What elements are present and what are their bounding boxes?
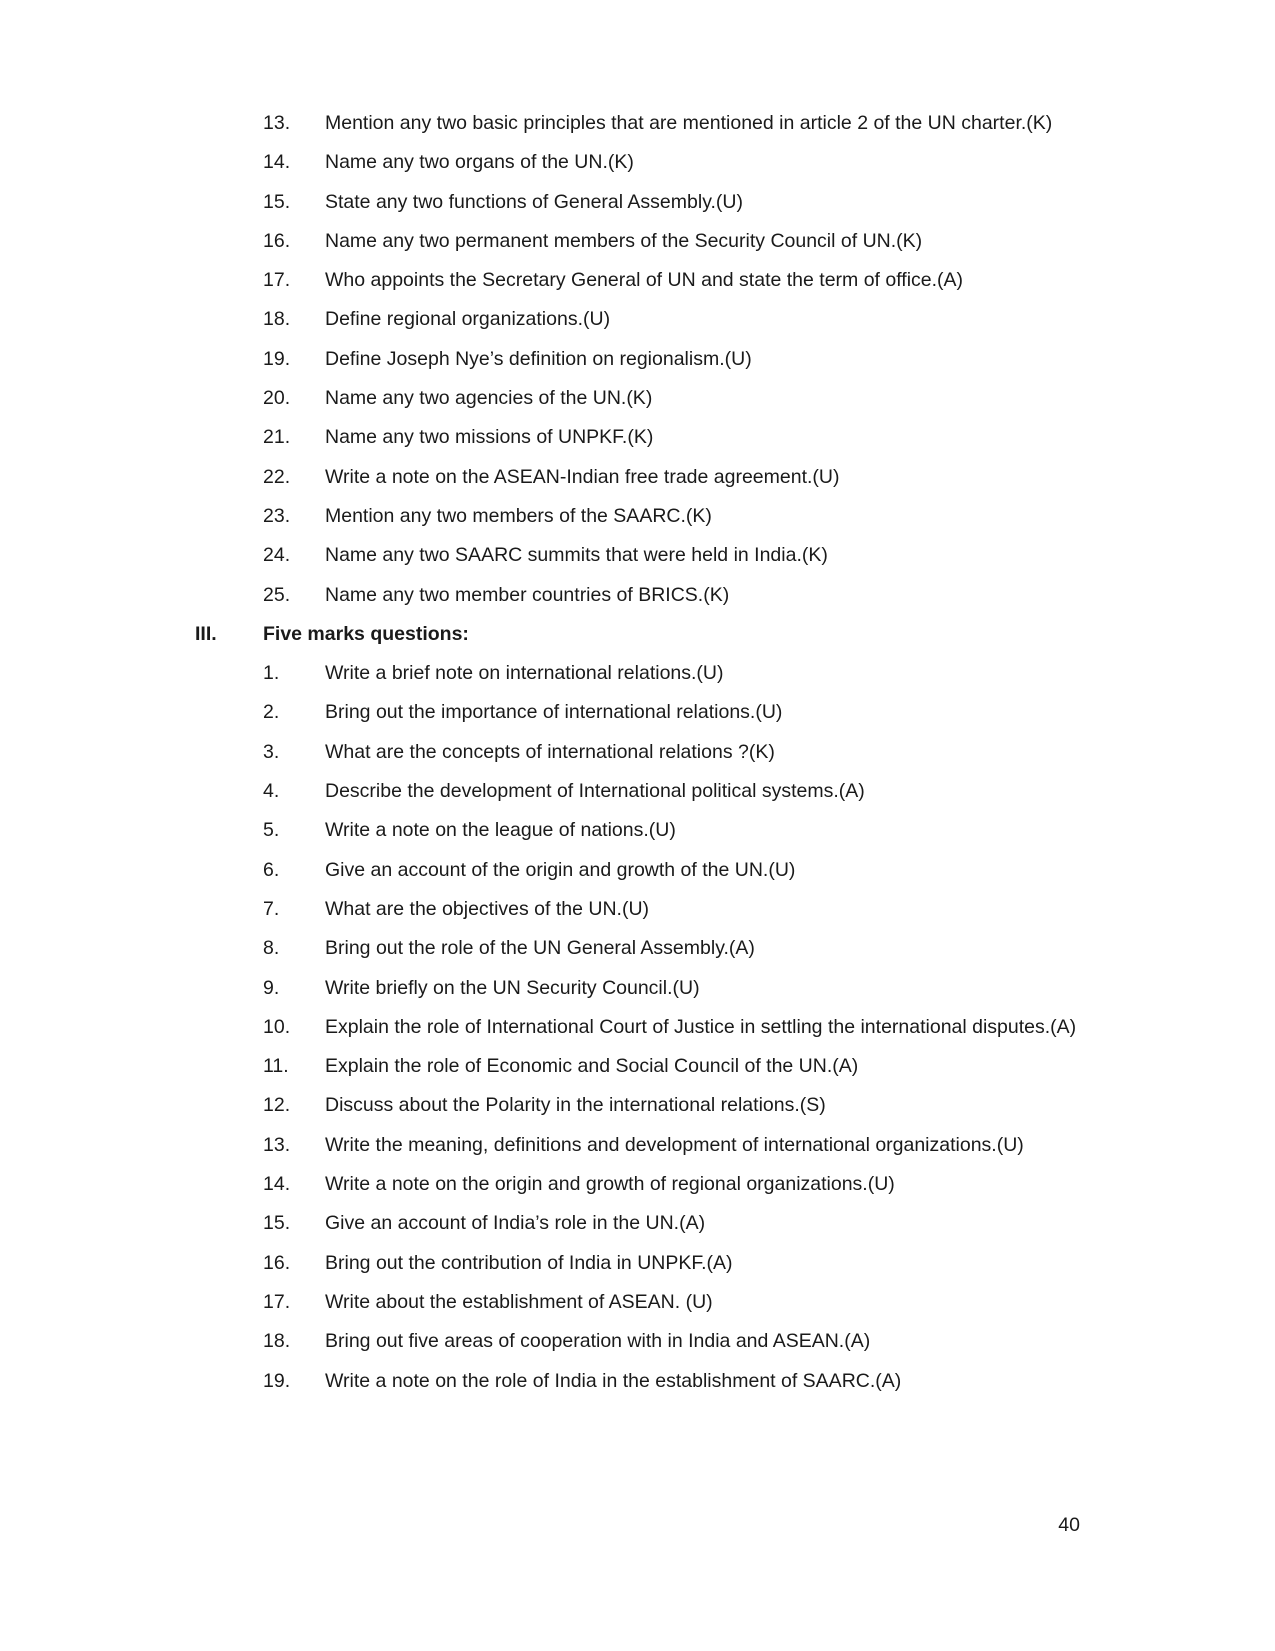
item-number: 24. — [263, 544, 291, 567]
list-item — [263, 969, 1081, 1008]
item-text: Write a brief note on international relations.(U) — [325, 662, 724, 685]
item-text: Name any two permanent members of the Security Council of UN.(K) — [325, 229, 923, 252]
item-number: 16. — [263, 229, 291, 252]
section-title: Five marks questions: — [263, 622, 469, 645]
item-number: 11. — [263, 1055, 289, 1078]
list-item — [263, 418, 1081, 457]
item-number: 9. — [263, 976, 280, 999]
list-item — [263, 693, 1081, 732]
list-item — [263, 1283, 1081, 1322]
list-item — [263, 379, 1081, 418]
item-text: Name any two missions of UNPKF.(K) — [325, 426, 654, 449]
list-item — [263, 458, 1081, 497]
item-text: Who appoints the Secretary General of UN and state the term of office.(A) — [325, 269, 964, 292]
item-number: 2. — [263, 701, 280, 724]
item-number: 13. — [263, 112, 291, 134]
item-text: Mention any two members of the SAARC.(K) — [325, 504, 712, 527]
item-text: Discuss about the Polarity in the international relations.(S) — [325, 1094, 826, 1117]
list-item — [263, 1086, 1081, 1125]
list-item — [263, 733, 1081, 772]
item-number: 17. — [263, 1290, 291, 1313]
list-item — [263, 104, 1081, 143]
list-item — [263, 1244, 1081, 1283]
item-text: What are the objectives of the UN.(U) — [325, 897, 650, 920]
item-number: 15. — [263, 1212, 291, 1235]
question-list — [195, 104, 1081, 1401]
list-item — [263, 576, 1081, 615]
list-item — [263, 536, 1081, 575]
item-text: Write briefly on the UN Security Council.(U) — [325, 976, 700, 999]
item-number: 14. — [263, 1173, 291, 1196]
item-number: 22. — [263, 465, 291, 488]
item-number: 6. — [263, 858, 280, 881]
list-item — [263, 183, 1081, 222]
item-text: Name any two organs of the UN.(K) — [325, 151, 634, 174]
list-item — [263, 261, 1081, 300]
item-number: 10. — [263, 1015, 291, 1038]
item-number: 18. — [263, 1330, 291, 1353]
item-text: Name any two SAARC summits that were held in India.(K) — [325, 544, 828, 567]
item-number: 16. — [263, 1251, 291, 1274]
list-item — [263, 929, 1081, 968]
list-item — [263, 772, 1081, 811]
list-item — [263, 222, 1081, 261]
item-number: 25. — [263, 583, 291, 606]
list-item — [263, 851, 1081, 890]
list-item — [263, 890, 1081, 929]
item-text: Bring out the role of the UN General Assembly.(A) — [325, 937, 755, 960]
item-text: Explain the role of Economic and Social Council of the UN.(A) — [325, 1055, 859, 1078]
list-item — [263, 1047, 1081, 1086]
section-heading — [195, 615, 1081, 654]
item-number: 23. — [263, 504, 291, 527]
item-number: 5. — [263, 819, 280, 842]
item-text: Write a note on the role of India in the establishment of SAARC.(A) — [325, 1369, 902, 1392]
item-text: Name any two agencies of the UN.(K) — [325, 387, 653, 410]
item-number: 14. — [263, 151, 291, 174]
item-text: State any two functions of General Assembly.(U) — [325, 190, 743, 213]
page-number: 40 — [1058, 1514, 1080, 1536]
list-item — [263, 811, 1081, 850]
item-text: Give an account of the origin and growth of the UN.(U) — [325, 858, 796, 881]
item-text: Write about the establishment of ASEAN. (U) — [325, 1290, 713, 1313]
item-text: Define Joseph Nye’s definition on regionalism.(U) — [325, 347, 752, 370]
item-text: Write the meaning, definitions and development of international organizations.(U) — [325, 1133, 1024, 1156]
item-text: Write a note on the ASEAN-Indian free trade agreement.(U) — [325, 465, 840, 488]
list-item — [263, 1204, 1081, 1243]
item-text: Name any two member countries of BRICS.(K) — [325, 583, 730, 606]
list-item — [263, 340, 1081, 379]
item-number: 18. — [263, 308, 291, 331]
item-number: 19. — [263, 347, 291, 370]
list-item — [263, 1362, 1081, 1401]
item-text: Give an account of India’s role in the UN.(A) — [325, 1212, 706, 1235]
item-number: 8. — [263, 937, 280, 960]
item-text: Bring out five areas of cooperation with in India and ASEAN.(A) — [325, 1330, 871, 1353]
section-numeral: III. — [195, 622, 217, 645]
item-number: 21. — [263, 426, 291, 449]
item-text: Describe the development of International political systems.(A) — [325, 780, 865, 803]
item-text: Define regional organizations.(U) — [325, 308, 611, 331]
item-number: 15. — [263, 190, 291, 213]
item-text: What are the concepts of international relations ?(K) — [325, 740, 775, 763]
list-item — [263, 1165, 1081, 1204]
list-item — [263, 300, 1081, 339]
item-text: Bring out the importance of international relations.(U) — [325, 701, 783, 724]
item-text: Explain the role of International Court of Justice in settling the international disputes.(A) — [325, 1015, 1077, 1038]
list-item — [263, 1322, 1081, 1361]
item-number: 7. — [263, 897, 280, 920]
list-item — [263, 654, 1081, 693]
list-item — [263, 1126, 1081, 1165]
item-text: Write a note on the league of nations.(U) — [325, 819, 676, 842]
item-number: 12. — [263, 1094, 291, 1117]
item-text: Mention any two basic principles that are mentioned in article 2 of the UN charter.(K) — [325, 112, 1053, 134]
item-text: Write a note on the origin and growth of regional organizations.(U) — [325, 1173, 895, 1196]
list-item — [263, 497, 1081, 536]
item-number: 1. — [263, 662, 280, 685]
item-number: 17. — [263, 269, 291, 292]
item-number: 4. — [263, 780, 280, 803]
list-item — [263, 1008, 1081, 1047]
item-number: 13. — [263, 1133, 291, 1156]
item-number: 20. — [263, 387, 291, 410]
item-number: 3. — [263, 740, 280, 763]
item-number: 19. — [263, 1369, 291, 1392]
list-item — [263, 143, 1081, 182]
item-text: Bring out the contribution of India in UNPKF.(A) — [325, 1251, 733, 1274]
